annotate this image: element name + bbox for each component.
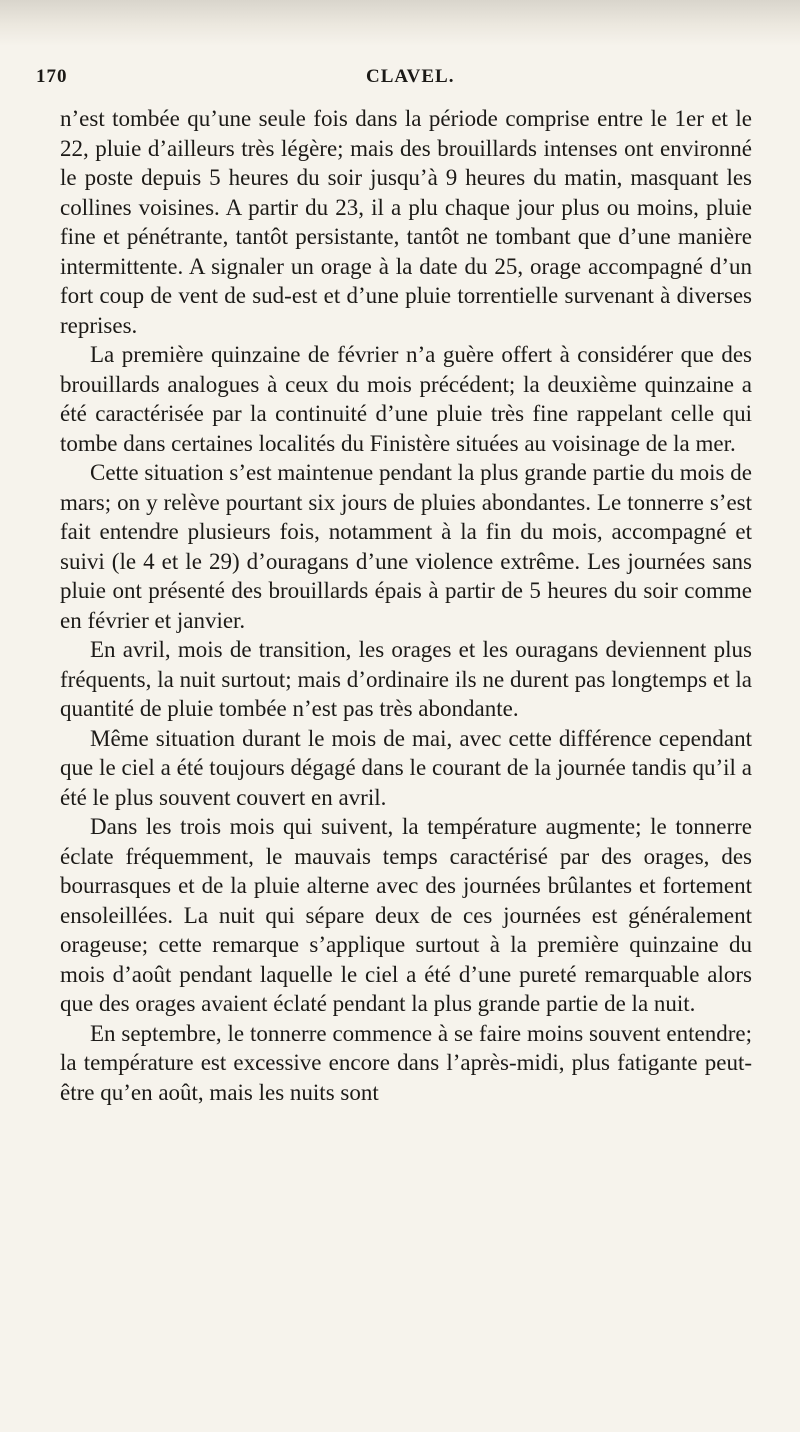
page-header	[36, 66, 740, 98]
running-head: CLAVEL.	[366, 66, 455, 87]
paragraph-6: Dans les trois mois qui suivent, la température augmente; le tonnerre éclate fréquemment, le mauvais temps caractérisé par des orages, des bourrasques et de la pluie alterne avec des journées brûlantes et fortement ensoleillées. La nuit qui sépare deux de ces journées est généralement orageuse; cette remarque s’applique surtout à la première quinzaine du mois d’août pendant laquelle le ciel a été d’une pureté remarquable alors que des orages avaient éclaté pendant la plus grande partie de la nuit.	[60, 814, 752, 1016]
paragraph-1: n’est tombée qu’une seule fois dans la période comprise entre le 1er et le 22, pluie d’ailleurs très légère; mais des brouillards intenses ont environné le poste depuis 5 heures du soir jusqu’à 9 heures du matin, masquant les collines voisines. A partir du 23, il a plu chaque jour plus ou moins, pluie fine et pénétrante, tantôt persistante, tantôt ne tombant que d’une manière intermittente. A signaler un orage à la date du 25, orage accompagné d’un fort coup de vent de sud-est et d’une pluie torrentielle survenant à diverses reprises.	[60, 106, 752, 338]
page-edge-shadow	[0, 0, 800, 46]
paragraph-5: Même situation durant le mois de mai, avec cette différence cependant que le ciel a été toujours dégagé dans le courant de la journée tandis qu’il a été le plus souvent couvert en avril.	[60, 725, 752, 810]
paragraph-3: Cette situation s’est maintenue pendant la plus grande partie du mois de mars; on y relève pourtant six jours de pluies abondantes. Le tonnerre s’est fait entendre plusieurs fois, notamment à la fin du mois, accompagné et suivi (le 4 et le 29) d’ouragans d’une violence extrême. Les journées sans pluie ont présenté des brouillards épais à partir de 5 heures du soir comme en février et janvier.	[60, 460, 752, 633]
paragraph-7: En septembre, le tonnerre commence à se faire moins souvent entendre; la température est excessive encore dans l’après-midi, plus fatigante peut-être qu’en août, mais les nuits sont	[60, 1020, 752, 1105]
body-text	[60, 104, 752, 1107]
paragraph-2: La première quinzaine de février n’a guère offert à considérer que des brouillards analogues à ceux du mois précédent; la deuxième quinzaine a été caractérisée par la continuité d’une pluie très fine rappelant celle qui tombe dans certaines localités du Finistère situées au voisinage de la mer.	[60, 342, 752, 456]
page-number: 170	[36, 66, 68, 87]
paragraph-4: En avril, mois de transition, les orages et les ouragans deviennent plus fréquents, la nuit surtout; mais d’ordinaire ils ne durent pas longtemps et la quantité de pluie tombée n’est pas très abondante.	[60, 637, 752, 721]
